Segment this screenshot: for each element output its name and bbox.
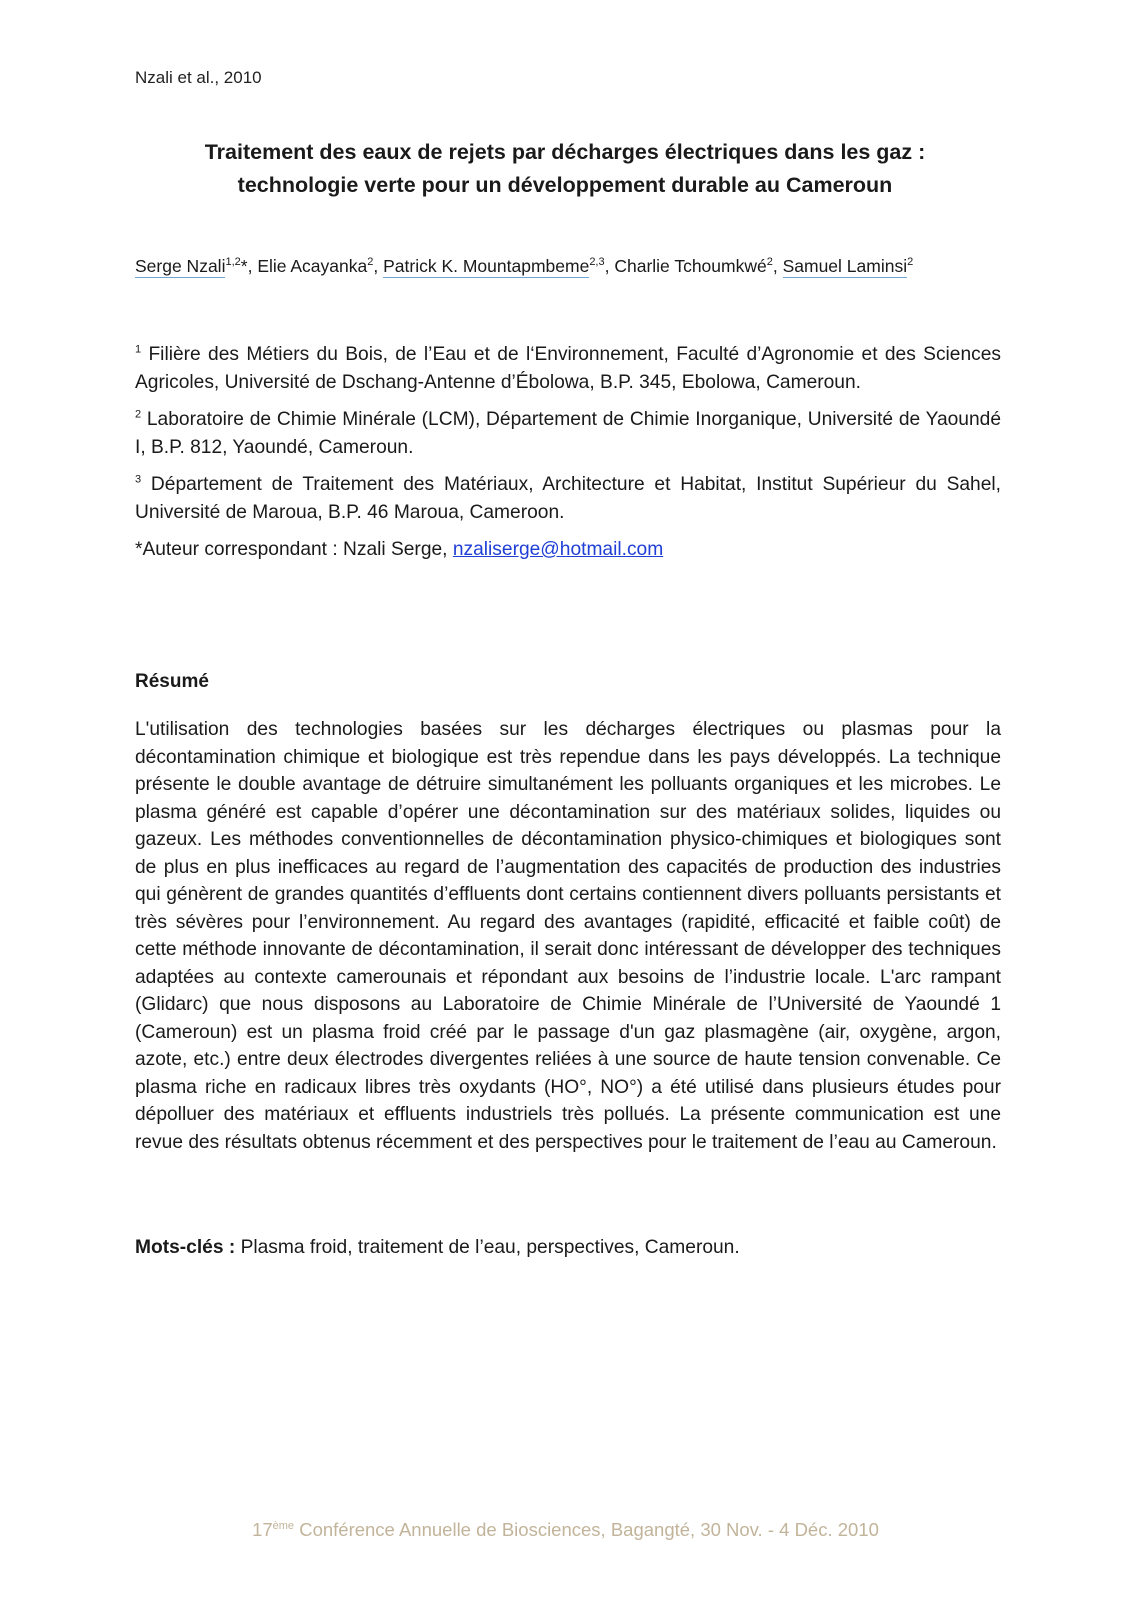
author-name[interactable]: Serge Nzali [135,256,226,276]
keywords-text: Plasma froid, traitement de l’eau, perspectives, Cameroun. [235,1237,740,1258]
keywords-label: Mots-clés : [135,1237,236,1258]
affiliation [135,406,1001,461]
affiliations [135,341,1001,574]
title-line-2: technologie verte pour un développement durable au Cameroun [237,173,893,197]
affiliation-number: 3 [135,473,142,486]
paper-title [120,136,1010,202]
affiliation [135,341,1001,396]
author-list [135,256,913,277]
footer-text: Conférence Annuelle de Biosciences, Bagangté, 30 Nov. - 4 Déc. 2010 [294,1519,879,1540]
affiliation-text: Filière des Métiers du Bois, de l’Eau et de l‘Environnement, Faculté d’Agronomie et des Sciences Agricoles, Université de Dschang-Antenne d’Ébolowa, B.P. 345, Ebolowa, Cameroun. [135,344,1001,393]
corresponding-author [135,536,1001,564]
author-affil-sup: 2 [766,256,773,269]
footer-number: 17 [252,1519,273,1540]
author-affil-sup: 2 [367,256,374,269]
running-head: Nzali et al., 2010 [135,68,262,87]
author-name[interactable]: Samuel Laminsi [782,256,908,276]
page-footer [0,1519,1131,1541]
affiliation-number: 2 [135,408,142,421]
author-separator: , [373,256,384,276]
author-separator: , [604,256,615,276]
author-name[interactable]: Patrick K. Mountapmbeme [383,256,590,276]
affiliation [135,471,1001,526]
affiliation-text: Département de Traitement des Matériaux, Architecture et Habitat, Institut Supérieur du Sahel, Université de Maroua, B.P. 46 Maroua, Cameroon. [135,474,1001,523]
abstract-heading: Résumé [135,671,209,692]
author-name: Elie Acayanka [257,256,368,276]
keywords [135,1234,1001,1262]
corresponding-label: *Auteur correspondant : Nzali Serge, [135,539,453,560]
footer-sup: ème [272,1519,295,1532]
affiliation-number: 1 [135,343,142,356]
abstract-body: L'utilisation des technologies basées sur les décharges électriques ou plasmas pour la décontamination chimique et biologique est très rependue dans les pays développés. La technique présente le double avantage de détruire simultanément les polluants organiques et les microbes. Le plasma généré est capable d’opérer une décontamination sur des matériaux solides, liquides ou gazeux. Les méthodes conventionnelles de décontamination physico-chimiques et biologiques sont de plus en plus inefficaces au regard de l’augmentation des capacités de production des industries qui génèrent de grandes quantités d’effluents dont certains contiennent divers polluants persistants et très sévères pour l’environnement. Au regard des avantages (rapidité, efficacité et faible coût) de cette méthode innovante de décontamination, il serait donc intéressant de développer des techniques adaptées au contexte camerounais et répondant aux besoins de l’industrie locale. L'arc rampant (Glidarc) que nous disposons au Laboratoire de Chimie Minérale de l’Université de Yaoundé 1 (Cameroun) est un plasma froid créé par le passage d'un gaz plasmagène (air, oxygène, argon, azote, etc.) entre deux électrodes divergentes reliées à une source de haute tension convenable. Ce plasma riche en radicaux libres très oxydants (HO°, NO°) a été utilisé dans plusieurs études pour dépolluer des matériaux et effluents industriels très pollués. La présente communication est une revue des résultats obtenus récemment et des perspectives pour le traitement de l’eau au Cameroun. [135,719,1001,1153]
affiliation-text: Laboratoire de Chimie Minérale (LCM), Département de Chimie Inorganique, Université de Yaoundé I, B.P. 812, Yaoundé, Cameroun. [135,409,1001,458]
author-affil-sup: 1,2 [225,256,241,269]
author-separator: , [772,256,783,276]
author-affil-sup: 2 [907,256,914,269]
author-name: Charlie Tchoumkwé [614,256,767,276]
author-separator: *, [240,256,258,276]
author-affil-sup: 2,3 [589,256,605,269]
title-line-1: Traitement des eaux de rejets par décharges électriques dans les gaz : [204,140,926,164]
email-link[interactable]: nzaliserge@hotmail.com [452,539,664,560]
